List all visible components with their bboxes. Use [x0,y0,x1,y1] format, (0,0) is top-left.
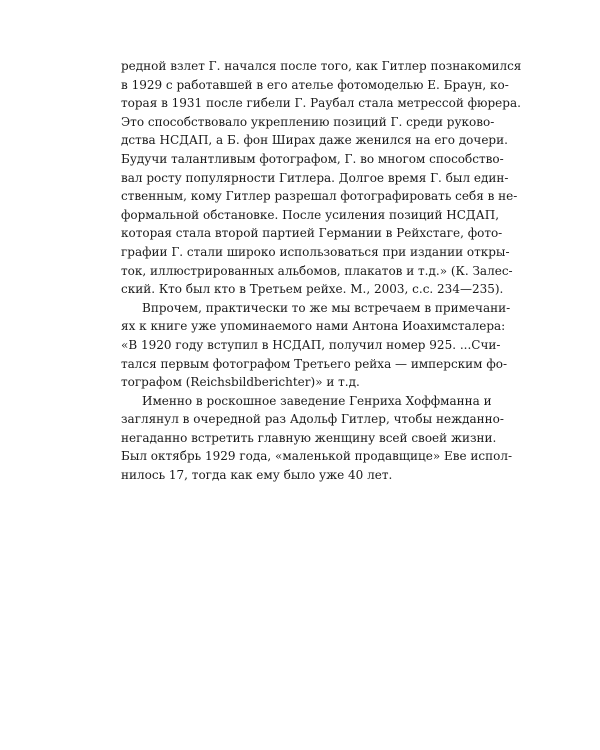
paragraph-meeting-eva [121,392,513,485]
text-line: которая стала второй партией Германии в Рейхстаге, фото- [121,226,503,241]
text-line: формальной обстановке. После усиления позиций НСДАП, [121,207,500,222]
text-line: ток, иллюстрированных альбомов, плакатов и т.д.» (К. Залес- [121,263,513,278]
text-line: Впрочем, практически то же мы встречаем в примечани- [142,300,511,315]
text-line: графии Г. стали широко использоваться при издании откры- [121,244,510,259]
text-line: дства НСДАП, а Б. фон Ширах даже женился на его дочери. [121,133,508,148]
text-line: Будучи талантливым фотографом, Г. во многом способство- [121,151,504,166]
paragraph-hoffmann-career [121,57,522,299]
text-line: Это способствовало укреплению позиций Г. среди руково- [121,114,495,129]
text-line: нилось 17, тогда как ему было уже 40 лет. [121,468,393,483]
text-line: Был октябрь 1929 года, «маленькой продавщице» Еве испол- [121,449,513,464]
text-line: тался первым фотографом Третьего рейха — имперским фо- [121,356,507,371]
text-line: негаданно встретить главную женщину всей своей жизни. [121,430,497,445]
text-line: «В 1920 году вступил в НСДАП, получил номер 925. ...Счи- [121,337,501,352]
text-line: в 1929 с работавшей в его ателье фотомоделью Е. Браун, ко- [121,77,509,92]
text-line: ский. Кто был кто в Третьем рейхе. М., 2003, с.с. 234—235). [121,282,504,297]
body-text [121,57,522,485]
paragraph-ioachimsthaler-note [121,299,511,392]
text-line: редной взлет Г. начался после того, как Гитлер познакомился [121,59,522,73]
text-line: ях к книге уже упоминаемого нами Антона Иоахимсталера: [121,319,506,334]
text-line: тографом (Reichsbildberichter)» и т.д. [121,375,360,390]
text-line: вал росту популярности Гитлера. Долгое время Г. был един- [121,170,509,185]
text-line: Именно в роскошное заведение Генриха Хоффманна и [142,393,492,408]
text-line: торая в 1931 после гибели Г. Раубал стала метрессой фюрера. [121,96,521,111]
text-line: заглянул в очередной раз Адольф Гитлер, чтобы нежданно- [121,412,504,427]
text-line: ственным, кому Гитлер разрешал фотографировать себя в не- [121,189,518,204]
